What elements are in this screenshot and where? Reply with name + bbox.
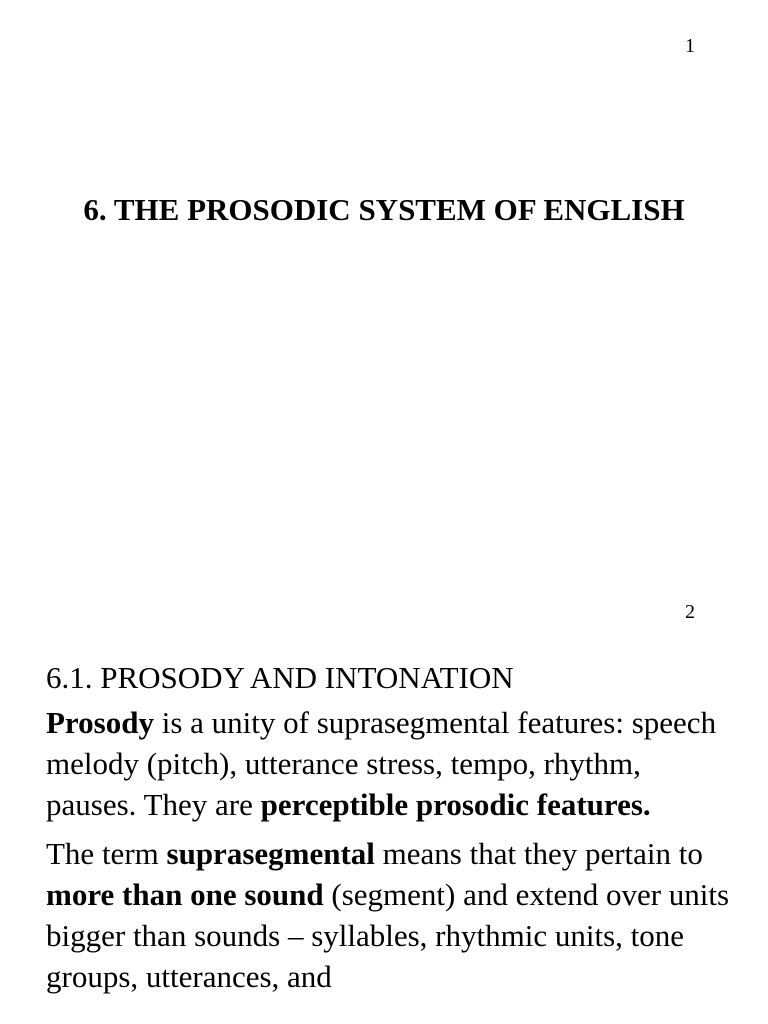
prosody-definition-paragraph (46, 702, 736, 825)
section-body (46, 658, 736, 1005)
paragraph-text: (segment) and extend over units bigger than sounds – syllables, rhythmic units, tone groups, utterances, and (46, 877, 730, 994)
term-suprasegmental: suprasegmental (166, 836, 375, 871)
slide-title: 6. THE PROSODIC SYSTEM OF ENGLISH (83, 192, 685, 227)
paragraph-text: is a unity of suprasegmental features: speech melody (pitch), utterance stress, tempo, rhythm, pauses. They are (46, 705, 717, 822)
suprasegmental-paragraph (46, 833, 736, 997)
paragraph-text: means that they pertain to (374, 836, 703, 871)
page-number: 1 (685, 35, 695, 57)
term-prosody: Prosody (46, 705, 154, 740)
bold-phrase: perceptible prosodic features. (260, 787, 651, 822)
page-number: 2 (685, 601, 695, 623)
bold-phrase: more than one sound (46, 877, 324, 912)
section-heading: 6.1. PROSODY AND INTONATION (46, 660, 514, 695)
paragraph-text: The term (46, 836, 167, 871)
